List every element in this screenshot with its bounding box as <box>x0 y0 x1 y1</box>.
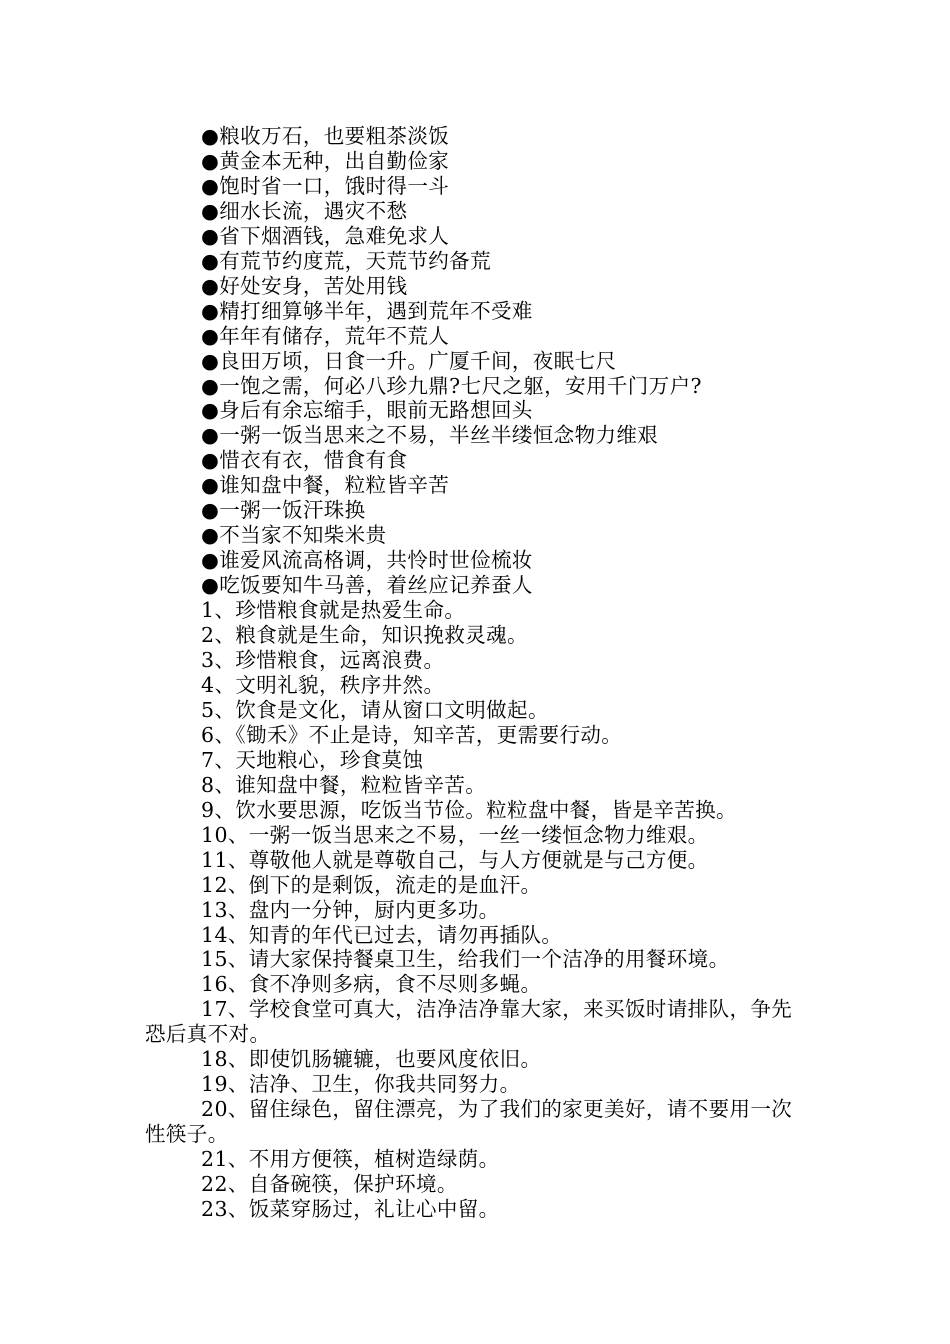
bullet-item: ●一粥一饭当思来之不易，半丝半缕恒念物力维艰 <box>201 423 659 448</box>
bullet-item: ●惜衣有衣，惜食有食 <box>201 448 408 473</box>
bullet-item: ●细水长流，遇灾不愁 <box>201 198 408 223</box>
bullet-item: ●年年有储存，荒年不荒人 <box>201 323 450 348</box>
numbered-item: 3、珍惜粮食，远离浪费。 <box>201 648 445 673</box>
bullet-item: ●省下烟酒钱，急难免求人 <box>201 223 450 248</box>
bullet-item: ●精打细算够半年，遇到荒年不受难 <box>201 298 533 323</box>
numbered-list <box>145 598 810 1222</box>
numbered-item: 10、一粥一饭当思来之不易，一丝一缕恒念物力维艰。 <box>201 822 709 847</box>
bullet-item: ●饱时省一口，饿时得一斗 <box>201 173 450 198</box>
numbered-item: 15、请大家保持餐桌卫生，给我们一个洁净的用餐环境。 <box>201 947 730 972</box>
numbered-item: 23、饭菜穿肠过，礼让心中留。 <box>201 1196 500 1221</box>
bullet-item: ●一粥一饭汗珠换 <box>201 498 366 523</box>
bullet-item: ●黄金本无种，出自勤俭家 <box>201 148 450 173</box>
numbered-item: 18、即使饥肠辘辘，也要风度依旧。 <box>201 1047 542 1072</box>
numbered-item: 4、文明礼貌，秩序井然。 <box>201 672 445 697</box>
numbered-item: 17、学校食堂可真大，洁净洁净靠大家，来买饭时请排队，争先恐后真不对。 <box>145 997 793 1047</box>
numbered-item: 1、珍惜粮食就是热爱生命。 <box>201 598 466 623</box>
bullet-item: ●好处安身，苦处用钱 <box>201 273 408 298</box>
bullet-item: ●吃饭要知牛马善，着丝应记养蚕人 <box>201 573 533 598</box>
numbered-item: 16、食不净则多病，食不尽则多蝇。 <box>201 972 542 997</box>
numbered-item: 8、谁知盘中餐，粒粒皆辛苦。 <box>201 772 487 797</box>
numbered-item: 13、盘内一分钟，厨内更多功。 <box>201 897 500 922</box>
numbered-item: 14、知青的年代已过去，请勿再插队。 <box>201 922 563 947</box>
numbered-item: 9、饮水要思源，吃饭当节俭。粒粒盘中餐，皆是辛苦换。 <box>201 797 737 822</box>
bullet-item: ●不当家不知柴米贵 <box>201 523 387 548</box>
numbered-item: 22、自备碗筷，保护环境。 <box>201 1172 458 1197</box>
bullet-item: ●有荒节约度荒，天荒节约备荒 <box>201 248 491 273</box>
numbered-item: 20、留住绿色，留住漂亮，为了我们的家更美好，请不要用一次性筷子。 <box>145 1097 793 1147</box>
bullet-list <box>145 124 810 598</box>
bullet-item: ●身后有余忘缩手，眼前无路想回头 <box>201 398 533 423</box>
bullet-item: ●良田万顷，日食一升。广厦千间，夜眠七尺 <box>201 348 617 373</box>
bullet-item: ●粮收万石，也要粗茶淡饭 <box>201 124 450 148</box>
document-body <box>145 124 810 1222</box>
numbered-item: 12、倒下的是剩饭，流走的是血汗。 <box>201 872 542 897</box>
numbered-item: 2、粮食就是生命，知识挽救灵魂。 <box>201 623 528 648</box>
numbered-item: 5、饮食是文化，请从窗口文明做起。 <box>201 697 549 722</box>
numbered-item: 7、天地粮心，珍食莫蚀 <box>201 747 424 772</box>
bullet-item: ●一饱之需，何必八珍九鼎?七尺之躯，安用千门万户? <box>201 373 702 398</box>
numbered-item: 11、尊敬他人就是尊敬自己，与人方便就是与己方便。 <box>201 847 709 872</box>
bullet-item: ●谁知盘中餐，粒粒皆辛苦 <box>201 473 450 498</box>
numbered-item: 21、不用方便筷，植树造绿荫。 <box>201 1147 500 1172</box>
bullet-item: ●谁爱风流高格调，共怜时世俭梳妆 <box>201 548 533 573</box>
numbered-item: 19、洁净、卫生，你我共同努力。 <box>201 1072 521 1097</box>
numbered-item: 6、《锄禾》不止是诗，知辛苦，更需要行动。 <box>201 722 623 747</box>
